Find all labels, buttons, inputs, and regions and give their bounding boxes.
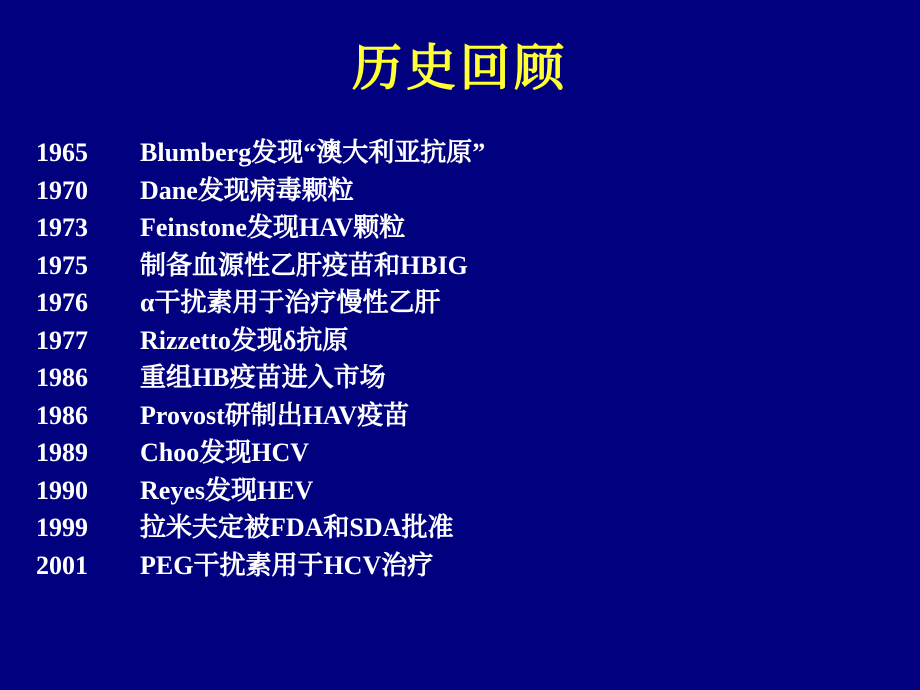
entry-year: 2001 [36,550,88,580]
list-item [36,395,896,433]
list-item [36,545,896,583]
timeline-list [36,132,896,582]
list-item [36,432,896,470]
list-item [36,132,896,170]
entry-event: 制备血源性乙肝疫苗和HBIG [140,250,468,280]
entry-year: 1976 [36,288,88,317]
page-title: 历史回顾 [352,40,568,96]
entry-event: Provost研制出HAV疫苗 [140,400,410,430]
entry-event: α干扰素用于治疗慢性乙肝 [140,288,441,317]
list-item [36,282,896,320]
entry-year: 1970 [36,175,88,205]
entry-year: 1973 [36,213,88,242]
entry-year: 1975 [36,250,88,280]
entry-year: 1989 [36,438,88,467]
entry-event: Rizzetto发现δ抗原 [140,325,349,355]
list-item [36,207,896,245]
list-item [36,170,896,208]
entry-year: 1977 [36,325,88,355]
entry-event: 重组HB疫苗进入市场 [140,363,386,392]
entry-year: 1986 [36,363,88,392]
entry-year: 1965 [36,138,88,167]
list-item [36,357,896,395]
entry-event: Choo发现HCV [140,438,310,467]
entry-event: 拉米夫定被FDA和SDA批准 [140,513,454,542]
entry-year: 1990 [36,475,88,505]
entry-year: 1999 [36,513,88,542]
entry-event: Reyes发现HEV [140,475,314,505]
list-item [36,507,896,545]
entry-event: Feinstone发现HAV颗粒 [140,213,406,242]
list-item [36,470,896,508]
entry-year: 1986 [36,400,88,430]
entry-event: PEG干扰素用于HCV治疗 [140,550,434,580]
entry-event: Blumberg发现“澳大利亚抗原” [140,138,486,167]
list-item [36,245,896,283]
entry-event: Dane发现病毒颗粒 [140,175,354,205]
list-item [36,320,896,358]
